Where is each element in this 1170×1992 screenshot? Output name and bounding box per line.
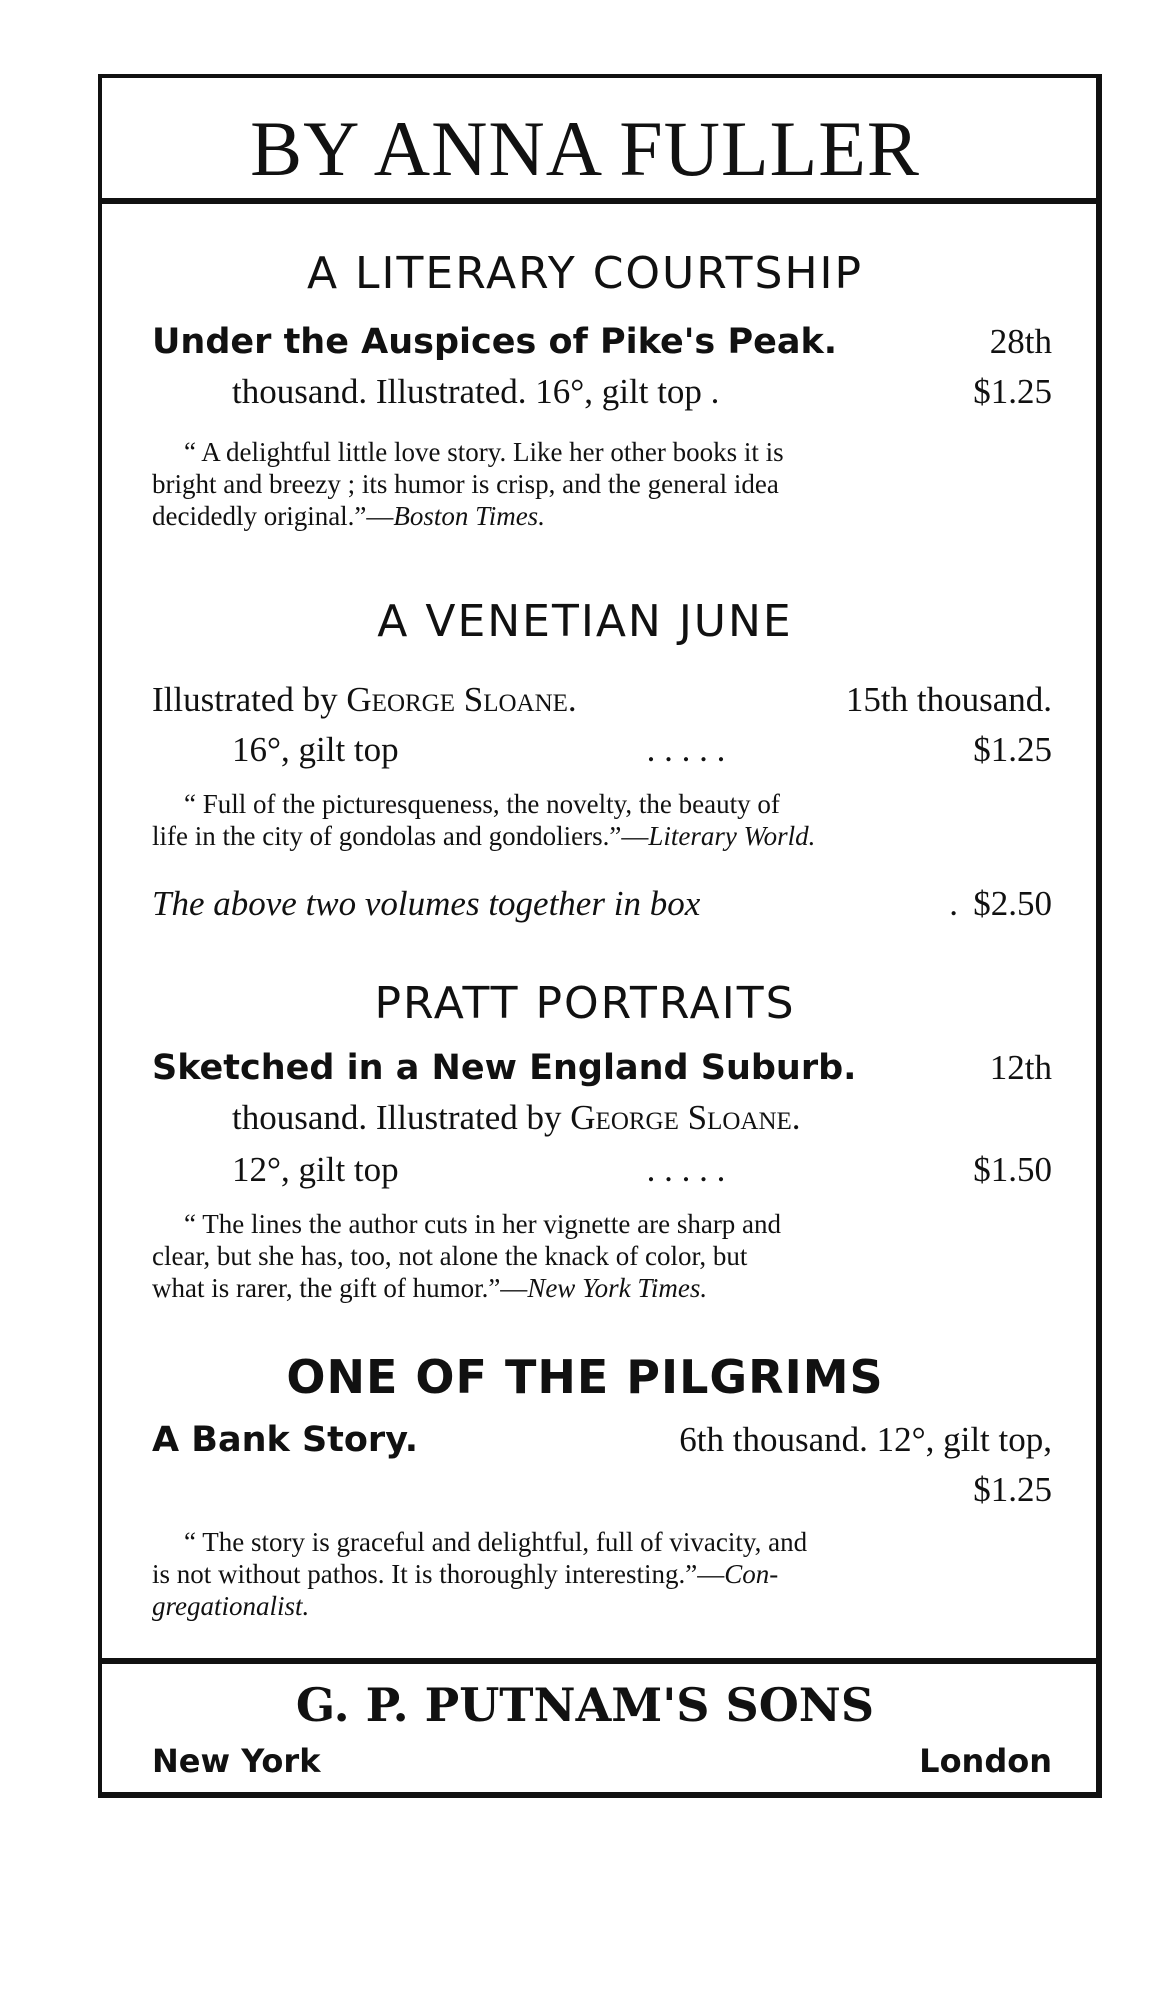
book-price: $1.25: [973, 372, 1052, 411]
book-3-line-3: [232, 1150, 1052, 1190]
review-line: clear, but she has, too, not alone the knack of color, but: [152, 1241, 748, 1271]
book-format: 12°, gilt top: [232, 1150, 399, 1189]
review-line: “ The lines the author cuts in her vignette are sharp and: [184, 1209, 782, 1239]
review-source: gregationalist.: [152, 1591, 310, 1621]
leader-dot: .: [949, 884, 958, 923]
book-subtitle: Under the Auspices of Pike's Peak.: [152, 322, 838, 362]
book-edition: 28th: [989, 322, 1052, 361]
box-offer: [152, 884, 1052, 924]
illustrator-name: George Sloane.: [570, 1098, 801, 1137]
box-price: $2.50: [973, 884, 1052, 923]
book-1-line-1: [152, 322, 1052, 362]
book-details: thousand. Illustrated. 16°, gilt top .: [232, 372, 720, 411]
city-london: London: [919, 1742, 1052, 1780]
book-2-line-2: [232, 730, 1052, 770]
leader-dots: . . . . .: [646, 1150, 726, 1189]
book-title-venetian-june: A VENETIAN JUNE: [377, 596, 793, 647]
publisher-cities: [152, 1742, 1052, 1780]
illustrator-name: George Sloane.: [346, 680, 577, 719]
review-line: decidedly original.”—Boston Times.: [152, 501, 545, 531]
book-edition: 15th thousand.: [845, 680, 1052, 719]
review-source: Literary World.: [648, 821, 816, 851]
review-line: bright and breezy ; its humor is crisp, and the general idea: [152, 469, 779, 499]
review-line: “ The story is graceful and delightful, full of vivacity, and: [184, 1527, 808, 1557]
box-offer-text: The above two volumes together in box: [152, 884, 701, 923]
book-subtitle: A Bank Story.: [152, 1420, 419, 1460]
book-3-line-1: [152, 1048, 1052, 1088]
book-details: 6th thousand. 12°, gilt top,: [679, 1420, 1052, 1459]
book-2-review: [152, 788, 1052, 852]
publisher-name: G. P. PUTNAM'S SONS: [295, 1678, 875, 1732]
book-title-pratt-portraits: PRATT PORTRAITS: [374, 978, 796, 1029]
book-price: $1.50: [973, 1150, 1052, 1189]
book-illustrated-by: Illustrated by George Sloane.: [152, 680, 577, 719]
review-source: Boston Times.: [393, 501, 545, 531]
book-edition: 12th: [989, 1048, 1052, 1087]
footer-divider: [98, 1658, 1102, 1664]
book-price: $1.25: [973, 730, 1052, 769]
review-line: is not without pathos. It is thoroughly interesting.”—Con-: [152, 1559, 779, 1589]
book-4-line-2: [152, 1470, 1052, 1510]
city-new-york: New York: [152, 1742, 321, 1780]
book-3-line-2: [232, 1098, 1052, 1138]
book-title-literary-courtship: A LITERARY COURTSHIP: [306, 248, 864, 299]
leader-dots: . . . . .: [646, 730, 726, 769]
book-1-review: [152, 436, 1052, 532]
book-4-review: [152, 1526, 1052, 1622]
book-subtitle: Sketched in a New England Suburb.: [152, 1048, 857, 1088]
review-line: what is rarer, the gift of humor.”—New York Times.: [152, 1273, 708, 1303]
book-3-review: [152, 1208, 1052, 1304]
book-4-line-1: [152, 1420, 1052, 1460]
review-line: “ Full of the picturesqueness, the novelty, the beauty of: [184, 789, 780, 819]
review-line: life in the city of gondolas and gondoliers.”—Literary World.: [152, 821, 816, 851]
book-price: $1.25: [973, 1470, 1052, 1509]
review-source: Con-: [724, 1559, 779, 1589]
book-format: 16°, gilt top: [232, 730, 399, 769]
page-title: BY ANNA FULLER: [250, 105, 920, 192]
book-illustrated-by: thousand. Illustrated by George Sloane.: [232, 1098, 801, 1137]
book-2-line-1: [152, 680, 1052, 720]
book-1-line-2: [232, 372, 1052, 412]
review-source: New York Times.: [527, 1273, 708, 1303]
review-line: “ A delightful little love story. Like her other books it is: [184, 437, 784, 467]
book-title-one-of-the-pilgrims: ONE OF THE PILGRIMS: [286, 1350, 884, 1404]
header-divider: [98, 198, 1102, 204]
